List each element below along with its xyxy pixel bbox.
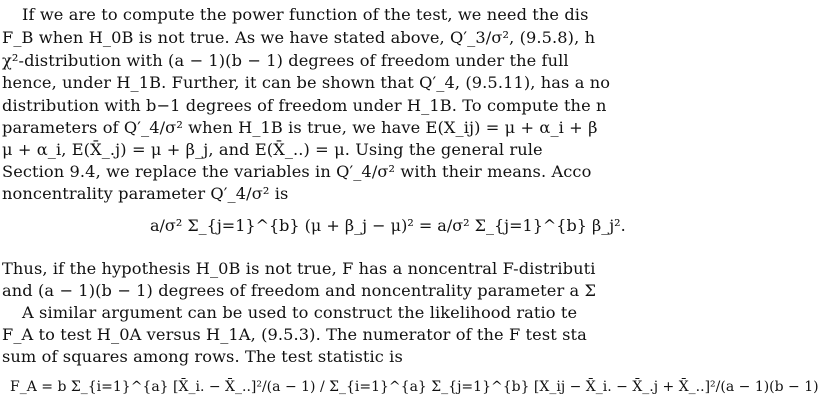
text-line: Section 9.4, we replace the variables in Q′_4/σ² with their means. Acco bbox=[2, 162, 592, 181]
text-line: If we are to compute the power function of the test, we need the dis bbox=[22, 5, 589, 24]
text-line: χ²-distribution with (a − 1)(b − 1) degrees of freedom under the full bbox=[2, 51, 569, 70]
text-line: μ + α_i, E(X̄_.j) = μ + β_j, and E(X̄_..) = μ. Using the general rule bbox=[2, 140, 543, 159]
equation-noncentrality: a/σ² Σ_{j=1}^{b} (μ + β_j − μ)² = a/σ² Σ_{j=1}^{b} β_j². bbox=[150, 216, 626, 235]
text-line: hence, under H_1B. Further, it can be shown that Q′_4, (9.5.11), has a no bbox=[2, 73, 611, 92]
text-line: A similar argument can be used to construct the likelihood ratio te bbox=[22, 303, 578, 322]
text-line: sum of squares among rows. The test statistic is bbox=[2, 347, 403, 366]
text-line: F_B when H_0B is not true. As we have stated above, Q′_3/σ², (9.5.8), h bbox=[2, 28, 596, 47]
text-line: F_A to test H_0A versus H_1A, (9.5.3). The numerator of the F test sta bbox=[2, 325, 587, 344]
text-line: Thus, if the hypothesis H_0B is not true, F has a noncentral F-distributi bbox=[2, 259, 596, 278]
text-line: and (a − 1)(b − 1) degrees of freedom and noncentrality parameter a Σ bbox=[2, 281, 597, 300]
text-line: distribution with b−1 degrees of freedom under H_1B. To compute the n bbox=[2, 96, 607, 115]
equation-test-statistic: F_A = b Σ_{i=1}^{a} [X̄_i. − X̄_..]²/(a − 1) / Σ_{i=1}^{a} Σ_{j=1}^{b} [X_ij − X̄_i. − X̄_.j + X̄_..]²/(a − 1)(b − 1) bbox=[10, 379, 819, 395]
text-line: parameters of Q′_4/σ² when H_1B is true, we have E(X_ij) = μ + α_i + β bbox=[2, 118, 598, 137]
text-line: noncentrality parameter Q′_4/σ² is bbox=[2, 184, 289, 203]
